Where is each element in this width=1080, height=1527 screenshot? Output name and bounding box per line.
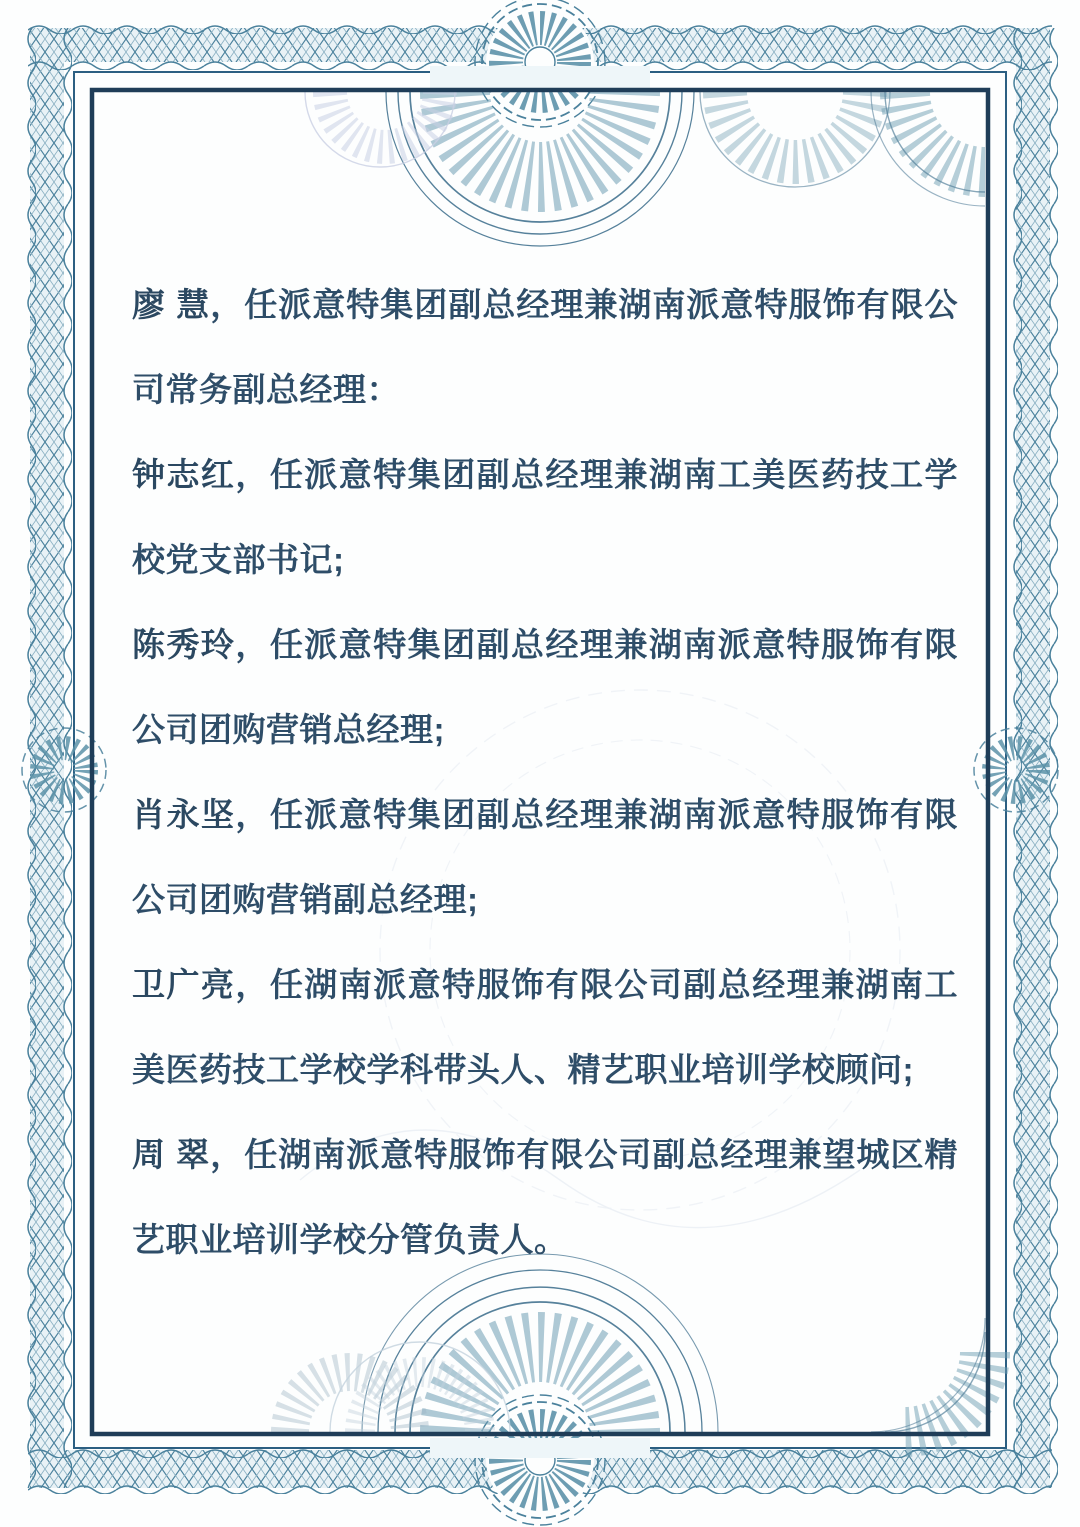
- appointment-text: ，任派意特集团副总经理兼湖南派意特服饰有限公司常务副总经理：: [132, 286, 959, 408]
- appointment-entry: [132, 432, 958, 602]
- top-fan-ornament: [305, 92, 985, 246]
- appointment-text: ，任派意特集团副总经理兼湖南派意特服饰有限公司团购营销总经理;: [132, 626, 959, 748]
- appointment-text: ，任湖南派意特服饰有限公司副总经理兼湖南工美医药技工学校学科带头人、精艺职业培训学校顾问;: [132, 966, 959, 1088]
- appointment-text: ，任湖南派意特服饰有限公司副总经理兼望城区精艺职业培训学校分管负责人。: [132, 1136, 959, 1258]
- person-name: 钟志红: [132, 456, 236, 493]
- appointment-entry: [132, 262, 958, 432]
- appointment-entry: [132, 602, 958, 772]
- appointment-entry: [132, 772, 958, 942]
- top-medallion: [475, 0, 605, 127]
- person-name: 卫广亮: [132, 966, 236, 1003]
- bottom-medallion: [475, 1395, 605, 1525]
- appointment-entry: [132, 942, 958, 1112]
- appointment-text: ，任派意特集团副总经理兼湖南工美医药技工学校党支部书记;: [132, 456, 959, 578]
- bottom-strip: [430, 1438, 650, 1458]
- appointment-text: ，任派意特集团副总经理兼湖南派意特服饰有限公司团购营销副总经理;: [132, 796, 959, 918]
- person-name: 周 翠: [132, 1136, 211, 1173]
- content-area: [132, 262, 958, 1282]
- person-name: 廖 慧: [132, 286, 211, 323]
- person-name: 肖永坚: [132, 796, 236, 833]
- appointment-entry: [132, 1112, 958, 1282]
- top-strip: [430, 66, 650, 88]
- person-name: 陈秀玲: [132, 626, 236, 663]
